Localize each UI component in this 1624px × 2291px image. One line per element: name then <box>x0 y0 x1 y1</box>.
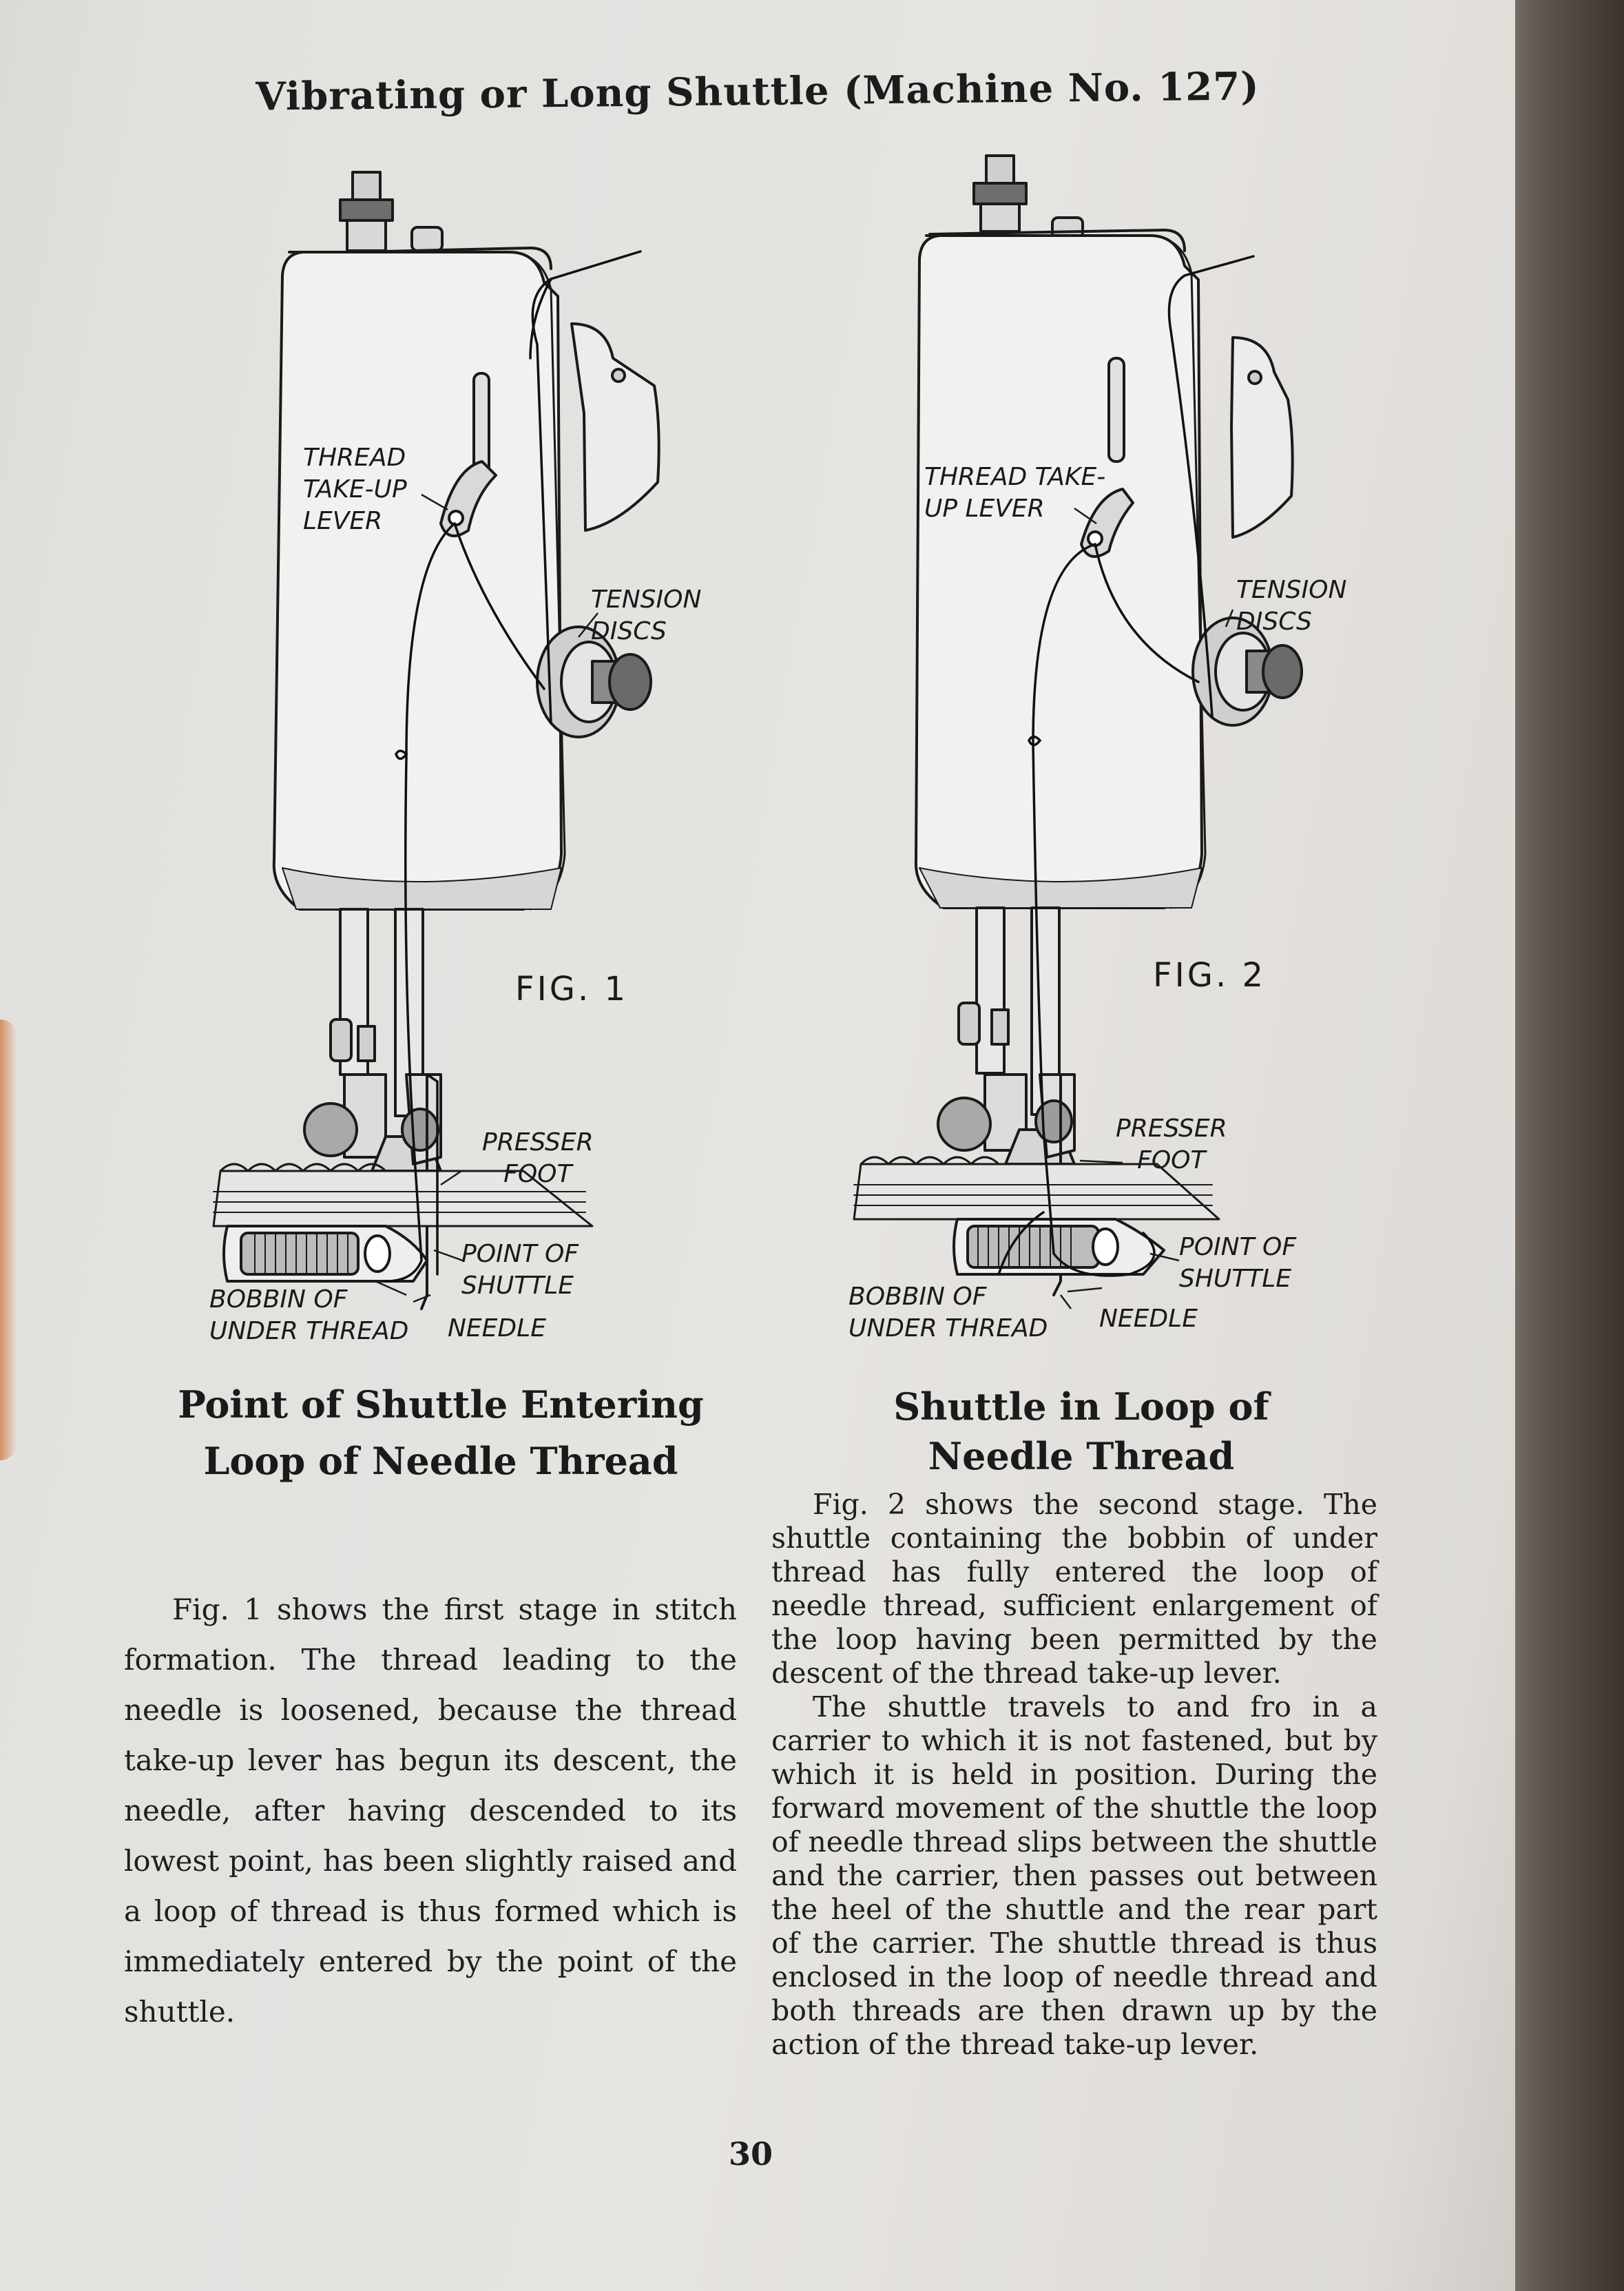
fig2-label-tension-discs: TENSION DISCS <box>1236 576 1347 636</box>
fig1-caption: Point of Shuttle Entering Loop of Needle Thread <box>178 1382 704 1483</box>
fig2-label-needle: NEEDLE <box>1099 1305 1198 1333</box>
page-number: 30 <box>728 2135 773 2173</box>
fig2-label-take-up-lever: THREAD TAKE- UP LEVER <box>924 463 1106 523</box>
fig1-label-needle: NEEDLE <box>448 1314 546 1343</box>
fig2-description <box>771 1488 1377 2062</box>
fig1-label-bobbin: BOBBIN OF UNDER THREAD <box>209 1285 409 1345</box>
fig1-label-presser-foot: PRESSER FOOT <box>482 1128 594 1188</box>
fig1-label-tension-discs: TENSION DISCS <box>591 585 702 645</box>
fig1-label-point-of-shuttle: POINT OF SHUTTLE <box>461 1240 579 1300</box>
fig2-number: FIG. 2 <box>1153 956 1267 995</box>
fig2-label-point-of-shuttle: POINT OF SHUTTLE <box>1179 1233 1297 1293</box>
fig2-caption: Shuttle in Loop of Needle Thread <box>893 1385 1269 1478</box>
fig1-label-take-up-lever: THREAD TAKE-UP LEVER <box>303 444 407 535</box>
fig1-description: Fig. 1 shows the first stage in stitch formation. The thread leading to the needle is loosened, because the thread take-up lever has begun its descent, the needle, after having descended to its lowest point, has been slightly raised and a loop of thread is thus formed which is immediately entered by the point of the shuttle. <box>124 1593 737 2029</box>
fig1-number: FIG. 1 <box>515 970 629 1008</box>
fig2-label-bobbin: BOBBIN OF UNDER THREAD <box>849 1283 1048 1343</box>
page-header: Vibrating or Long Shuttle (Machine No. 127) <box>256 63 1260 120</box>
fig2-description-paragraph-2: The shuttle travels to and fro in a carrier to which it is not fastened, but by which it is held in position. During the forward movement of the shuttle the loop of needle thread slips between the shuttle and the carrier, then passes out between the heel of the shuttle and the rear part of the carrier. The shuttle thread is thus enclosed in the loop of needle thread and both threads are then drawn up by the action of the thread take-up lever. <box>771 1690 1377 2061</box>
fig2-description-paragraph-1: Fig. 2 shows the second stage. The shuttle containing the bobbin of under thread has fully entered the loop of needle thread, sufficient enlargement of the loop having been permitted by the descent of the thread take-up lever. <box>771 1488 1377 1690</box>
fig2-label-presser-foot: PRESSER FOOT <box>1116 1115 1227 1174</box>
